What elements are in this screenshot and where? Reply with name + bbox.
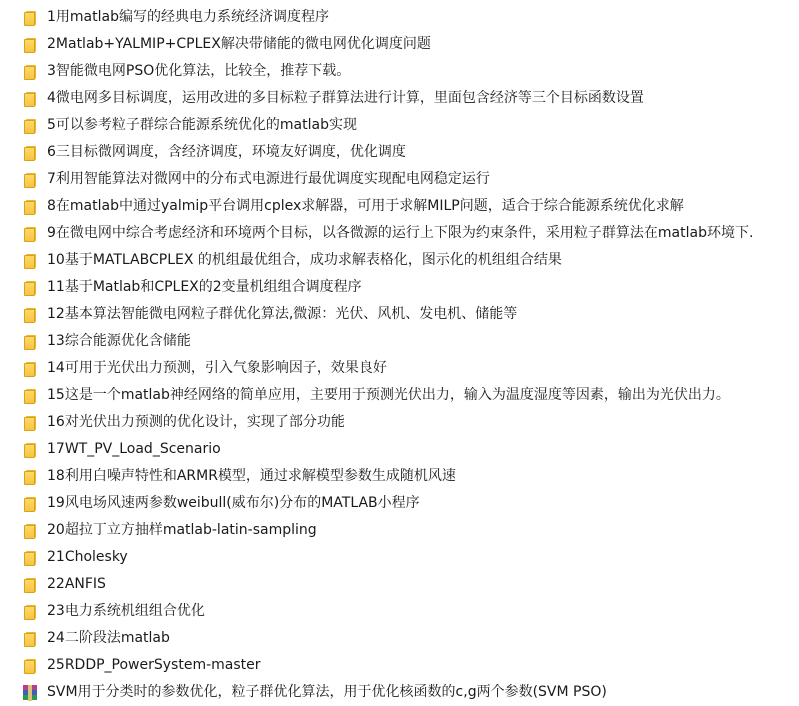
folder-icon xyxy=(24,550,38,566)
list-item[interactable] xyxy=(0,490,799,517)
file-name: 19风电场风速两参数weibull(威布尔)分布的MATLAB小程序 xyxy=(47,495,420,511)
file-name: 12基本算法智能微电网粒子群优化算法,微源：光伏、风机、发电机、储能等 xyxy=(47,306,518,322)
file-name: 14可用于光伏出力预测，引入气象影响因子，效果良好 xyxy=(47,360,387,376)
file-name: 24二阶段法matlab xyxy=(47,630,170,646)
folder-icon xyxy=(24,523,38,539)
file-name: 18利用白噪声特性和ARMR模型，通过求解模型参数生成随机风速 xyxy=(47,468,456,484)
folder-icon xyxy=(24,37,38,53)
file-name: 13综合能源优化含储能 xyxy=(47,333,191,349)
folder-icon xyxy=(24,577,38,593)
file-name: 10基于MATLABCPLEX 的机组最优组合，成功求解表格化，图示化的机组组合结果 xyxy=(47,252,562,268)
list-item[interactable] xyxy=(0,247,799,274)
file-name: 2Matlab+YALMIP+CPLEX解决带储能的微电网优化调度问题 xyxy=(47,36,431,52)
file-name: 7利用智能算法对微网中的分布式电源进行最优调度实现配电网稳定运行 xyxy=(47,171,490,187)
list-item[interactable] xyxy=(0,31,799,58)
file-name: 21Cholesky xyxy=(47,549,128,565)
folder-icon xyxy=(24,658,38,674)
folder-icon xyxy=(24,199,38,215)
folder-icon xyxy=(24,118,38,134)
folder-icon xyxy=(24,145,38,161)
file-name: 25RDDP_PowerSystem-master xyxy=(47,657,261,673)
folder-icon xyxy=(24,226,38,242)
list-item[interactable] xyxy=(0,517,799,544)
folder-icon xyxy=(24,253,38,269)
folder-icon xyxy=(24,334,38,350)
file-name: 15这是一个matlab神经网络的简单应用，主要用于预测光伏出力，输入为温度湿度等因素，输出为光伏出力。 xyxy=(47,387,730,403)
list-item[interactable] xyxy=(0,625,799,652)
folder-icon xyxy=(24,442,38,458)
file-name: 11基于Matlab和CPLEX的2变量机组组合调度程序 xyxy=(47,279,362,295)
file-name: 9在微电网中综合考虑经济和环境两个目标，以各微源的运行上下限为约束条件，采用粒子群算法在matlab环境下. xyxy=(47,225,754,241)
list-item[interactable] xyxy=(0,544,799,571)
folder-icon xyxy=(24,631,38,647)
list-item[interactable] xyxy=(0,166,799,193)
file-name: 22ANFIS xyxy=(47,576,106,592)
list-item[interactable] xyxy=(0,139,799,166)
list-item[interactable] xyxy=(0,274,799,301)
list-item[interactable] xyxy=(0,571,799,598)
file-name: 20超拉丁立方抽样matlab-latin-sampling xyxy=(47,522,317,538)
list-item[interactable] xyxy=(0,652,799,679)
list-item[interactable] xyxy=(0,679,799,706)
folder-icon xyxy=(24,388,38,404)
list-item[interactable] xyxy=(0,193,799,220)
folder-icon xyxy=(24,91,38,107)
folder-icon xyxy=(24,64,38,80)
file-name: 1用matlab编写的经典电力系统经济调度程序 xyxy=(47,9,329,25)
file-name: 16对光伏出力预测的优化设计，实现了部分功能 xyxy=(47,414,345,430)
list-item[interactable] xyxy=(0,220,799,247)
file-name: 23电力系统机组组合优化 xyxy=(47,603,205,619)
folder-icon xyxy=(24,496,38,512)
list-item[interactable] xyxy=(0,409,799,436)
folder-icon xyxy=(24,415,38,431)
file-name: 3智能微电网PSO优化算法，比较全，推荐下载。 xyxy=(47,63,351,79)
list-item[interactable] xyxy=(0,58,799,85)
file-name: 5可以参考粒子群综合能源系统优化的matlab实现 xyxy=(47,117,357,133)
folder-icon xyxy=(24,361,38,377)
file-name: 8在matlab中通过yalmip平台调用cplex求解器，可用于求解MILP问题，适合于综合能源系统优化求解 xyxy=(47,198,684,214)
file-name: 4微电网多目标调度，运用改进的多目标粒子群算法进行计算，里面包含经济等三个目标函数设置 xyxy=(47,90,644,106)
archive-icon xyxy=(22,685,38,701)
list-item[interactable] xyxy=(0,85,799,112)
folder-icon xyxy=(24,172,38,188)
file-name: 6三目标微网调度，含经济调度，环境友好调度，优化调度 xyxy=(47,144,406,160)
list-item[interactable] xyxy=(0,328,799,355)
file-list xyxy=(0,4,799,706)
list-item[interactable] xyxy=(0,382,799,409)
list-item[interactable] xyxy=(0,436,799,463)
list-item[interactable] xyxy=(0,301,799,328)
folder-icon xyxy=(24,604,38,620)
folder-icon xyxy=(24,10,38,26)
folder-icon xyxy=(24,469,38,485)
file-name: 17WT_PV_Load_Scenario xyxy=(47,441,221,457)
list-item[interactable] xyxy=(0,463,799,490)
list-item[interactable] xyxy=(0,598,799,625)
list-item[interactable] xyxy=(0,112,799,139)
list-item[interactable] xyxy=(0,4,799,31)
list-item[interactable] xyxy=(0,355,799,382)
folder-icon xyxy=(24,280,38,296)
folder-icon xyxy=(24,307,38,323)
file-name: SVM用于分类时的参数优化，粒子群优化算法，用于优化核函数的c,g两个参数(SVM PSO) xyxy=(47,684,607,700)
